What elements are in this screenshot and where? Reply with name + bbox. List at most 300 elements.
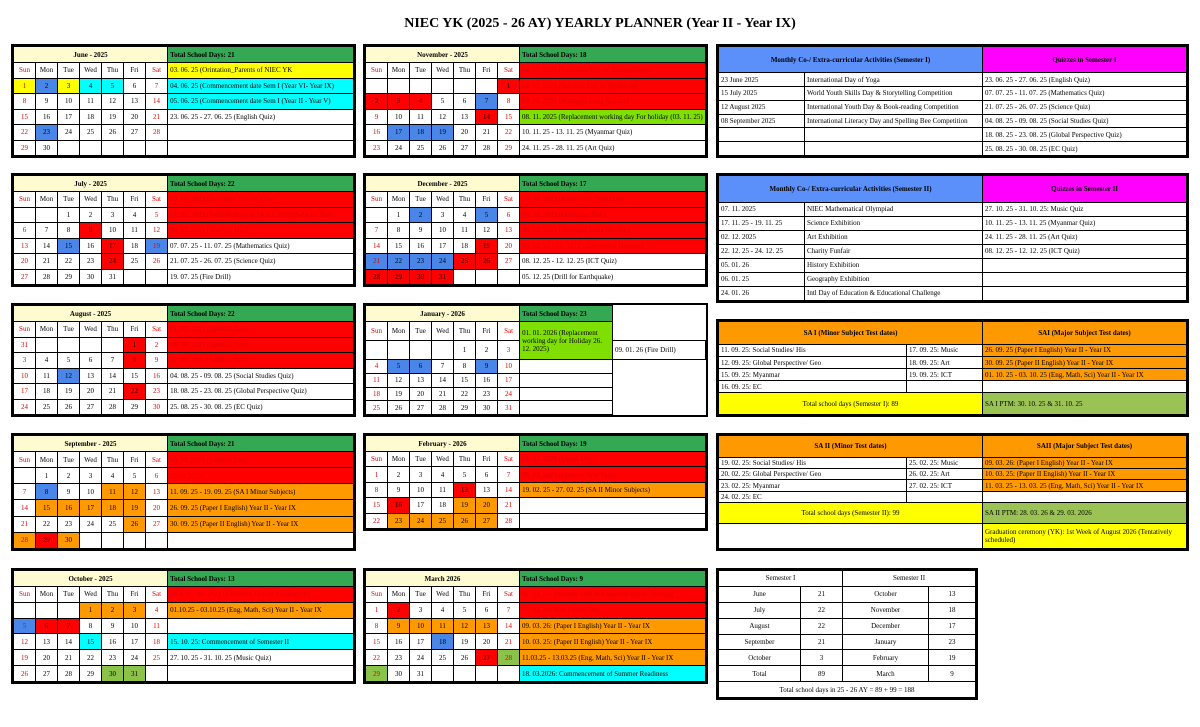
day-cell: 16: [410, 238, 432, 254]
day-cell: 30: [80, 269, 102, 285]
day-cell: [498, 666, 520, 682]
day-cell: 9: [410, 223, 432, 239]
day-cell: 17: [410, 498, 432, 513]
day-cell: 19: [124, 500, 146, 516]
summary-month: August: [719, 618, 801, 634]
day-cell: 22: [80, 650, 102, 666]
day-header: Fri: [124, 322, 146, 338]
quiz-entry: 25. 08. 25 - 30. 08. 25 (EC Quiz): [983, 142, 1187, 156]
day-header: Tue: [410, 452, 432, 467]
activity-date: [719, 142, 805, 156]
day-cell: 28: [476, 140, 498, 156]
day-cell: 25: [454, 254, 476, 270]
day-cell: 21: [146, 109, 168, 125]
day-cell: 13: [476, 618, 498, 634]
day-cell: [58, 602, 80, 618]
major-test-date: 10. 03. 25: (Paper II English) Year II - Year IX: [983, 469, 1187, 480]
day-cell: 27: [14, 269, 36, 285]
month-block: [363, 173, 708, 287]
day-cell: 10: [102, 223, 124, 239]
day-header: Sun: [366, 322, 388, 341]
day-cell: 10: [124, 618, 146, 634]
day-cell: 24: [388, 140, 410, 156]
event-entry: 27. 03. 26: Arm Forces Day: [520, 602, 706, 618]
event-entry: 29.09.2025: [168, 468, 354, 484]
day-header: Sun: [14, 587, 36, 603]
day-cell: [454, 666, 476, 682]
day-cell: 14: [498, 482, 520, 497]
event-entry: 25. 08. 25 - 30. 08. 25 (EC Quiz): [168, 399, 354, 415]
day-cell: 6: [476, 467, 498, 482]
day-cell: 13: [454, 109, 476, 125]
day-cell: 8: [388, 223, 410, 239]
month-name: December - 2025: [366, 176, 520, 192]
activity-name: Intl Day of Education & Educational Challenge: [805, 286, 983, 300]
summary-month: June: [719, 586, 801, 602]
day-cell: 29: [454, 401, 476, 415]
activity-name: International Day of Yoga: [805, 73, 983, 87]
day-cell: 29: [366, 666, 388, 682]
day-cell: 8: [498, 94, 520, 110]
day-cell: 24: [124, 650, 146, 666]
day-cell: 11: [432, 482, 454, 497]
summary-days: 9: [929, 666, 976, 682]
day-cell: 23: [58, 516, 80, 532]
day-cell: 20: [498, 238, 520, 254]
summary-days: 18: [929, 602, 976, 618]
day-cell: 2: [388, 602, 410, 618]
month-block: [363, 303, 708, 417]
day-cell: 24: [14, 399, 36, 415]
day-cell: 5: [476, 207, 498, 223]
summary-month: October: [843, 586, 929, 602]
day-cell: 31: [432, 269, 454, 285]
day-cell: 20: [146, 500, 168, 516]
day-cell: 27: [476, 513, 498, 528]
minor-test-date: 19. 02. 25: Social Studies/ His: [719, 457, 907, 468]
event-entry: 07. 07. 25 - 11. 07. 25 (Mathematics Quiz): [168, 238, 354, 254]
day-cell: 16: [80, 238, 102, 254]
day-cell: 31: [124, 666, 146, 682]
day-cell: 12: [454, 482, 476, 497]
event-entry: [168, 618, 354, 634]
day-header: Sat: [498, 192, 520, 208]
day-cell: 2: [102, 602, 124, 618]
day-cell: 22: [388, 254, 410, 270]
day-cell: 30: [36, 140, 58, 156]
day-cell: 4: [410, 94, 432, 110]
minor-test-date: 20. 02. 25: Global Perspective/ Geo: [719, 469, 907, 480]
day-cell: 7: [58, 618, 80, 634]
quizzes-sem2-heading: Quizzes in Semester II: [983, 176, 1187, 203]
day-cell: 24: [102, 254, 124, 270]
graduation-note: Graduation ceremony (YK): 1st Week of August 2026 (Tentatively scheduled): [983, 523, 1187, 548]
minor-test-date: 25. 02. 25: Music: [907, 457, 983, 468]
day-cell: 19: [454, 498, 476, 513]
day-cell: 1: [124, 337, 146, 353]
event-entry: 09. 01. 26 (Fire Drill): [613, 341, 706, 360]
event-entry: 04. 06. 25 (Commencement date Sem I (Year VI- Year IX): [168, 78, 354, 94]
day-cell: [410, 341, 432, 360]
day-cell: 11: [124, 223, 146, 239]
day-cell: 27: [146, 516, 168, 532]
day-cell: 2: [388, 467, 410, 482]
day-cell: 3: [498, 341, 520, 360]
day-cell: 12: [476, 223, 498, 239]
day-cell: 25: [432, 650, 454, 666]
day-cell: 23: [388, 513, 410, 528]
day-cell: [476, 666, 498, 682]
minor-test-date: 18. 09. 25: Art: [907, 357, 983, 369]
day-header: Fri: [476, 452, 498, 467]
day-cell: 12: [58, 368, 80, 384]
day-cell: 26: [124, 516, 146, 532]
day-header: Tue: [58, 63, 80, 79]
day-cell: 31: [14, 337, 36, 353]
event-entry: 19. 07. 2025 (Martyrs' Day): [168, 223, 354, 239]
minor-test-date: 19. 09. 25: ICT: [907, 369, 983, 381]
day-cell: 3: [410, 602, 432, 618]
day-cell: 21: [36, 254, 58, 270]
summary-days: 17: [929, 618, 976, 634]
day-cell: 25: [410, 140, 432, 156]
day-cell: 23: [102, 650, 124, 666]
activity-date: [719, 128, 805, 142]
day-cell: 16: [388, 498, 410, 513]
event-entry: 06. 02. 2026 (Chinese New Year): [520, 467, 706, 482]
quiz-entry: 10. 11. 25 - 13. 11. 25 (Myanmar Quiz): [983, 216, 1187, 230]
day-cell: 21: [366, 254, 388, 270]
day-cell: [102, 532, 124, 548]
day-cell: [146, 666, 168, 682]
day-cell: 12: [102, 94, 124, 110]
event-entry: [520, 360, 613, 374]
day-cell: 2: [36, 78, 58, 94]
event-entry: 09. 07. 2025 (Fullmoon Day of Waso): [168, 192, 354, 208]
day-header: Wed: [80, 587, 102, 603]
day-cell: 24: [432, 254, 454, 270]
day-cell: 2: [366, 94, 388, 110]
activities-sem2-heading: Monthly Co-/ Extra-curricular Activities (Semester II): [719, 176, 983, 203]
day-cell: 9: [476, 360, 498, 374]
month-block: [11, 44, 356, 158]
day-cell: 22: [366, 513, 388, 528]
day-cell: 27: [498, 254, 520, 270]
day-cell: 2: [410, 207, 432, 223]
day-cell: 31: [410, 666, 432, 682]
day-header: Tue: [410, 63, 432, 79]
day-header: Sat: [146, 322, 168, 338]
minor-test-date: 26. 02. 25: Art: [907, 469, 983, 480]
day-cell: 28: [498, 513, 520, 528]
day-header: Sun: [366, 452, 388, 467]
day-cell: 9: [102, 618, 124, 634]
day-cell: 16: [476, 373, 498, 387]
day-cell: 5: [454, 602, 476, 618]
day-header: Sat: [498, 452, 520, 467]
day-cell: 26: [454, 513, 476, 528]
month-name: October - 2025: [14, 571, 168, 587]
event-entry: 18. 08. 25 - 23. 08. 25 (Global Perspective Quiz): [168, 384, 354, 400]
day-cell: 27: [36, 666, 58, 682]
day-cell: 25: [146, 650, 168, 666]
major-test-date: 11. 03. 25 - 13. 03. 25 (Eng, Math, Sci) Year II - Year IX: [983, 480, 1187, 491]
day-cell: 27: [80, 399, 102, 415]
major-test-date: 09. 03. 26: (Paper I English) Year II - Year IX: [983, 457, 1187, 468]
summary-days: 89: [801, 666, 843, 682]
day-cell: 30: [476, 401, 498, 415]
event-entry: 17. 07. 2025 (Sabbath Day) & 24. 07. 2025 (Sabbath Day): [168, 207, 354, 223]
day-cell: 6: [454, 94, 476, 110]
day-cell: 16: [58, 500, 80, 516]
day-cell: 18: [36, 384, 58, 400]
day-cell: 8: [58, 223, 80, 239]
day-cell: 13: [36, 634, 58, 650]
day-cell: 28: [14, 532, 36, 548]
event-entry: 22. 08. 2025 (Sabbath Day): [168, 353, 354, 369]
day-header: Sat: [498, 587, 520, 603]
day-cell: 20: [14, 254, 36, 270]
activity-name: International Literacy Day and Spelling Bee Competition: [805, 114, 983, 128]
day-cell: 4: [102, 468, 124, 484]
day-header: Mon: [388, 587, 410, 603]
total-school-days: Total School Days: 18: [520, 47, 706, 63]
day-cell: 29: [36, 532, 58, 548]
quiz-entry: 18. 08. 25 - 23. 08. 25 (Global Perspective Quiz): [983, 128, 1187, 142]
activities-sem1-heading: Monthly Co-/ Extra-curricular Activities (Semester I): [719, 47, 983, 73]
day-header: Tue: [58, 452, 80, 468]
day-header: Thu: [102, 322, 124, 338]
day-cell: [146, 532, 168, 548]
event-entry: 06 & 07. 10. 2025 (Fullmoon Day of Thadingyut): [168, 587, 354, 603]
event-entry: 08. 08. 2025 (Sabbath Day): [168, 337, 354, 353]
total-school-days: Total School Days: 21: [168, 47, 354, 63]
day-cell: 20: [410, 387, 432, 401]
event-entry: 05. 06. 25 (Commencement date Sem I (Year II - Year V): [168, 94, 354, 110]
sa2-block: [716, 433, 1189, 551]
day-cell: 9: [388, 482, 410, 497]
day-cell: 19: [146, 238, 168, 254]
day-cell: 26: [454, 650, 476, 666]
day-cell: 8: [454, 360, 476, 374]
activity-date: 06. 01. 25: [719, 272, 805, 286]
day-cell: 22: [36, 516, 58, 532]
day-cell: 20: [36, 650, 58, 666]
activity-name: World Youth Skills Day & Storytelling Competition: [805, 86, 983, 100]
day-cell: 24: [498, 387, 520, 401]
sa2-minor-heading: SA II (Minor Test dates): [719, 436, 983, 458]
day-header: Fri: [476, 322, 498, 341]
day-cell: 5: [58, 353, 80, 369]
activity-date: 22. 12. 25 - 24. 12. 25: [719, 244, 805, 258]
day-header: Wed: [80, 322, 102, 338]
day-header: Fri: [124, 587, 146, 603]
day-cell: 16: [388, 634, 410, 650]
activity-name: Art Exhibition: [805, 230, 983, 244]
day-cell: 12: [14, 634, 36, 650]
quiz-entry: 08. 12. 25 - 12. 12. 25 (ICT Quiz): [983, 244, 1187, 258]
day-cell: 26: [432, 140, 454, 156]
day-header: Sat: [498, 63, 520, 79]
day-cell: 18: [102, 500, 124, 516]
day-header: Wed: [80, 452, 102, 468]
day-cell: 7: [14, 484, 36, 500]
day-cell: 11: [146, 618, 168, 634]
day-cell: [388, 78, 410, 94]
summary-days: 21: [801, 586, 843, 602]
day-cell: [58, 140, 80, 156]
event-entry: 10. 11. 25 - 13. 11. 25 (Myanmar Quiz): [520, 125, 706, 141]
day-cell: 14: [146, 94, 168, 110]
day-cell: 13: [146, 484, 168, 500]
day-cell: 17: [102, 238, 124, 254]
day-cell: [14, 602, 36, 618]
summary-month: November: [843, 602, 929, 618]
day-cell: 3: [410, 467, 432, 482]
month-name: March 2026: [366, 571, 520, 587]
day-cell: 29: [80, 666, 102, 682]
day-cell: 28: [102, 399, 124, 415]
day-cell: 25: [102, 516, 124, 532]
day-cell: [146, 269, 168, 285]
activity-name: History Exhibition: [805, 258, 983, 272]
day-cell: [432, 78, 454, 94]
day-cell: [102, 337, 124, 353]
quiz-entry: 07. 07. 25 - 11. 07. 25 (Mathematics Quiz): [983, 86, 1187, 100]
day-cell: 21: [58, 650, 80, 666]
event-entry: 01.10.25 - 03.10.25 (Eng, Math, Sci) Year II - Year IX: [168, 602, 354, 618]
day-cell: 25: [36, 399, 58, 415]
summary-month: September: [719, 634, 801, 650]
quiz-entry: [983, 258, 1187, 272]
day-header: Mon: [36, 192, 58, 208]
event-entry: 03. 11. 2025 (Arranged Long holiday): [520, 94, 706, 110]
day-header: Fri: [476, 63, 498, 79]
day-cell: 17: [498, 373, 520, 387]
day-cell: 6: [14, 223, 36, 239]
day-cell: 15: [498, 109, 520, 125]
event-entry: 11.03.25 - 13.03.25 (Eng, Math, Sci) Year II - Year IX: [520, 650, 706, 666]
day-cell: 29: [498, 140, 520, 156]
event-entry: 10. 03. 25: (Paper II English) Year II - Year IX: [520, 634, 706, 650]
day-header: Mon: [36, 452, 58, 468]
day-header: Wed: [80, 192, 102, 208]
day-header: Mon: [388, 452, 410, 467]
day-cell: 10: [58, 94, 80, 110]
day-cell: [432, 666, 454, 682]
minor-test-date: 24. 02. 25: EC: [719, 491, 907, 502]
day-cell: 11: [410, 109, 432, 125]
day-cell: 14: [58, 634, 80, 650]
day-cell: 20: [124, 109, 146, 125]
event-entry: [520, 513, 706, 528]
activities-sem1-block: [716, 44, 1189, 158]
event-entry: 15. 12. 2025 (Karen New Year Day): [520, 192, 706, 208]
summary-sem2-heading: Semester II: [843, 571, 976, 587]
day-header: Thu: [102, 587, 124, 603]
planner-title: NIEC YK (2025 - 26 AY) YEARLY PLANNER (Year II - Year IX): [404, 16, 796, 31]
day-cell: 29: [388, 269, 410, 285]
day-cell: 17: [80, 500, 102, 516]
day-cell: 27: [124, 125, 146, 141]
day-cell: 20: [476, 634, 498, 650]
day-header: Sat: [498, 322, 520, 341]
day-header: Thu: [102, 192, 124, 208]
month-block: [11, 303, 356, 417]
day-cell: 10: [410, 618, 432, 634]
day-cell: 23: [80, 254, 102, 270]
day-header: Fri: [124, 452, 146, 468]
day-cell: 25: [80, 125, 102, 141]
day-cell: 12: [124, 484, 146, 500]
summary-month: December: [843, 618, 929, 634]
day-cell: [36, 207, 58, 223]
day-header: Tue: [58, 587, 80, 603]
total-school-days: Total School Days: 17: [520, 176, 706, 192]
day-cell: 9: [80, 223, 102, 239]
activity-date: 08 September 2025: [719, 114, 805, 128]
day-cell: [476, 78, 498, 94]
month-name: November - 2025: [366, 47, 520, 63]
summary-days: 13: [929, 586, 976, 602]
major-test-date: 01. 10. 25 - 03. 10. 25 (Eng, Math, Sci) Year II - Year IX: [983, 369, 1187, 381]
minor-test-date: 16. 09. 25: EC: [719, 381, 907, 393]
day-cell: 14: [476, 109, 498, 125]
day-cell: 21: [498, 634, 520, 650]
summary-month: January: [843, 634, 929, 650]
day-header: Tue: [58, 322, 80, 338]
day-cell: 25: [366, 401, 388, 415]
day-cell: 3: [58, 78, 80, 94]
day-cell: [80, 140, 102, 156]
day-cell: 18: [432, 634, 454, 650]
day-header: Sun: [14, 192, 36, 208]
event-entry: 03. 06. 25 (Orintation_Parents of NIEC YK: [168, 63, 354, 79]
quiz-entry: [983, 286, 1187, 300]
day-header: Tue: [410, 322, 432, 341]
day-cell: 8: [124, 353, 146, 369]
day-header: Tue: [410, 587, 432, 603]
day-cell: 6: [410, 360, 432, 374]
summary-block: [716, 568, 978, 700]
day-cell: 5: [388, 360, 410, 374]
event-entry: [520, 373, 613, 387]
activities-sem2-block: [716, 173, 1189, 303]
day-cell: 28: [498, 650, 520, 666]
day-cell: 14: [102, 368, 124, 384]
day-cell: 4: [36, 353, 58, 369]
day-cell: 21: [498, 498, 520, 513]
event-entry: 18. 03.2026: Commencement of Summer Readiness: [520, 666, 706, 682]
summary-days: 21: [801, 634, 843, 650]
day-cell: 5: [14, 618, 36, 634]
summary-days: 22: [801, 602, 843, 618]
day-cell: 7: [366, 223, 388, 239]
activity-name: International Youth Day & Book-reading Competition: [805, 100, 983, 114]
day-cell: 9: [58, 484, 80, 500]
month-block: [363, 568, 708, 684]
day-cell: 24: [410, 513, 432, 528]
day-cell: 23: [36, 125, 58, 141]
quiz-entry: 21. 07. 25 - 26. 07. 25 (Science Quiz): [983, 100, 1187, 114]
event-entry: [520, 498, 706, 513]
total-school-days: Total School Days: 9: [520, 571, 706, 587]
summary-month: Total: [719, 666, 801, 682]
day-cell: 3: [388, 94, 410, 110]
day-cell: [36, 337, 58, 353]
day-cell: 22: [58, 254, 80, 270]
day-cell: 11: [366, 373, 388, 387]
